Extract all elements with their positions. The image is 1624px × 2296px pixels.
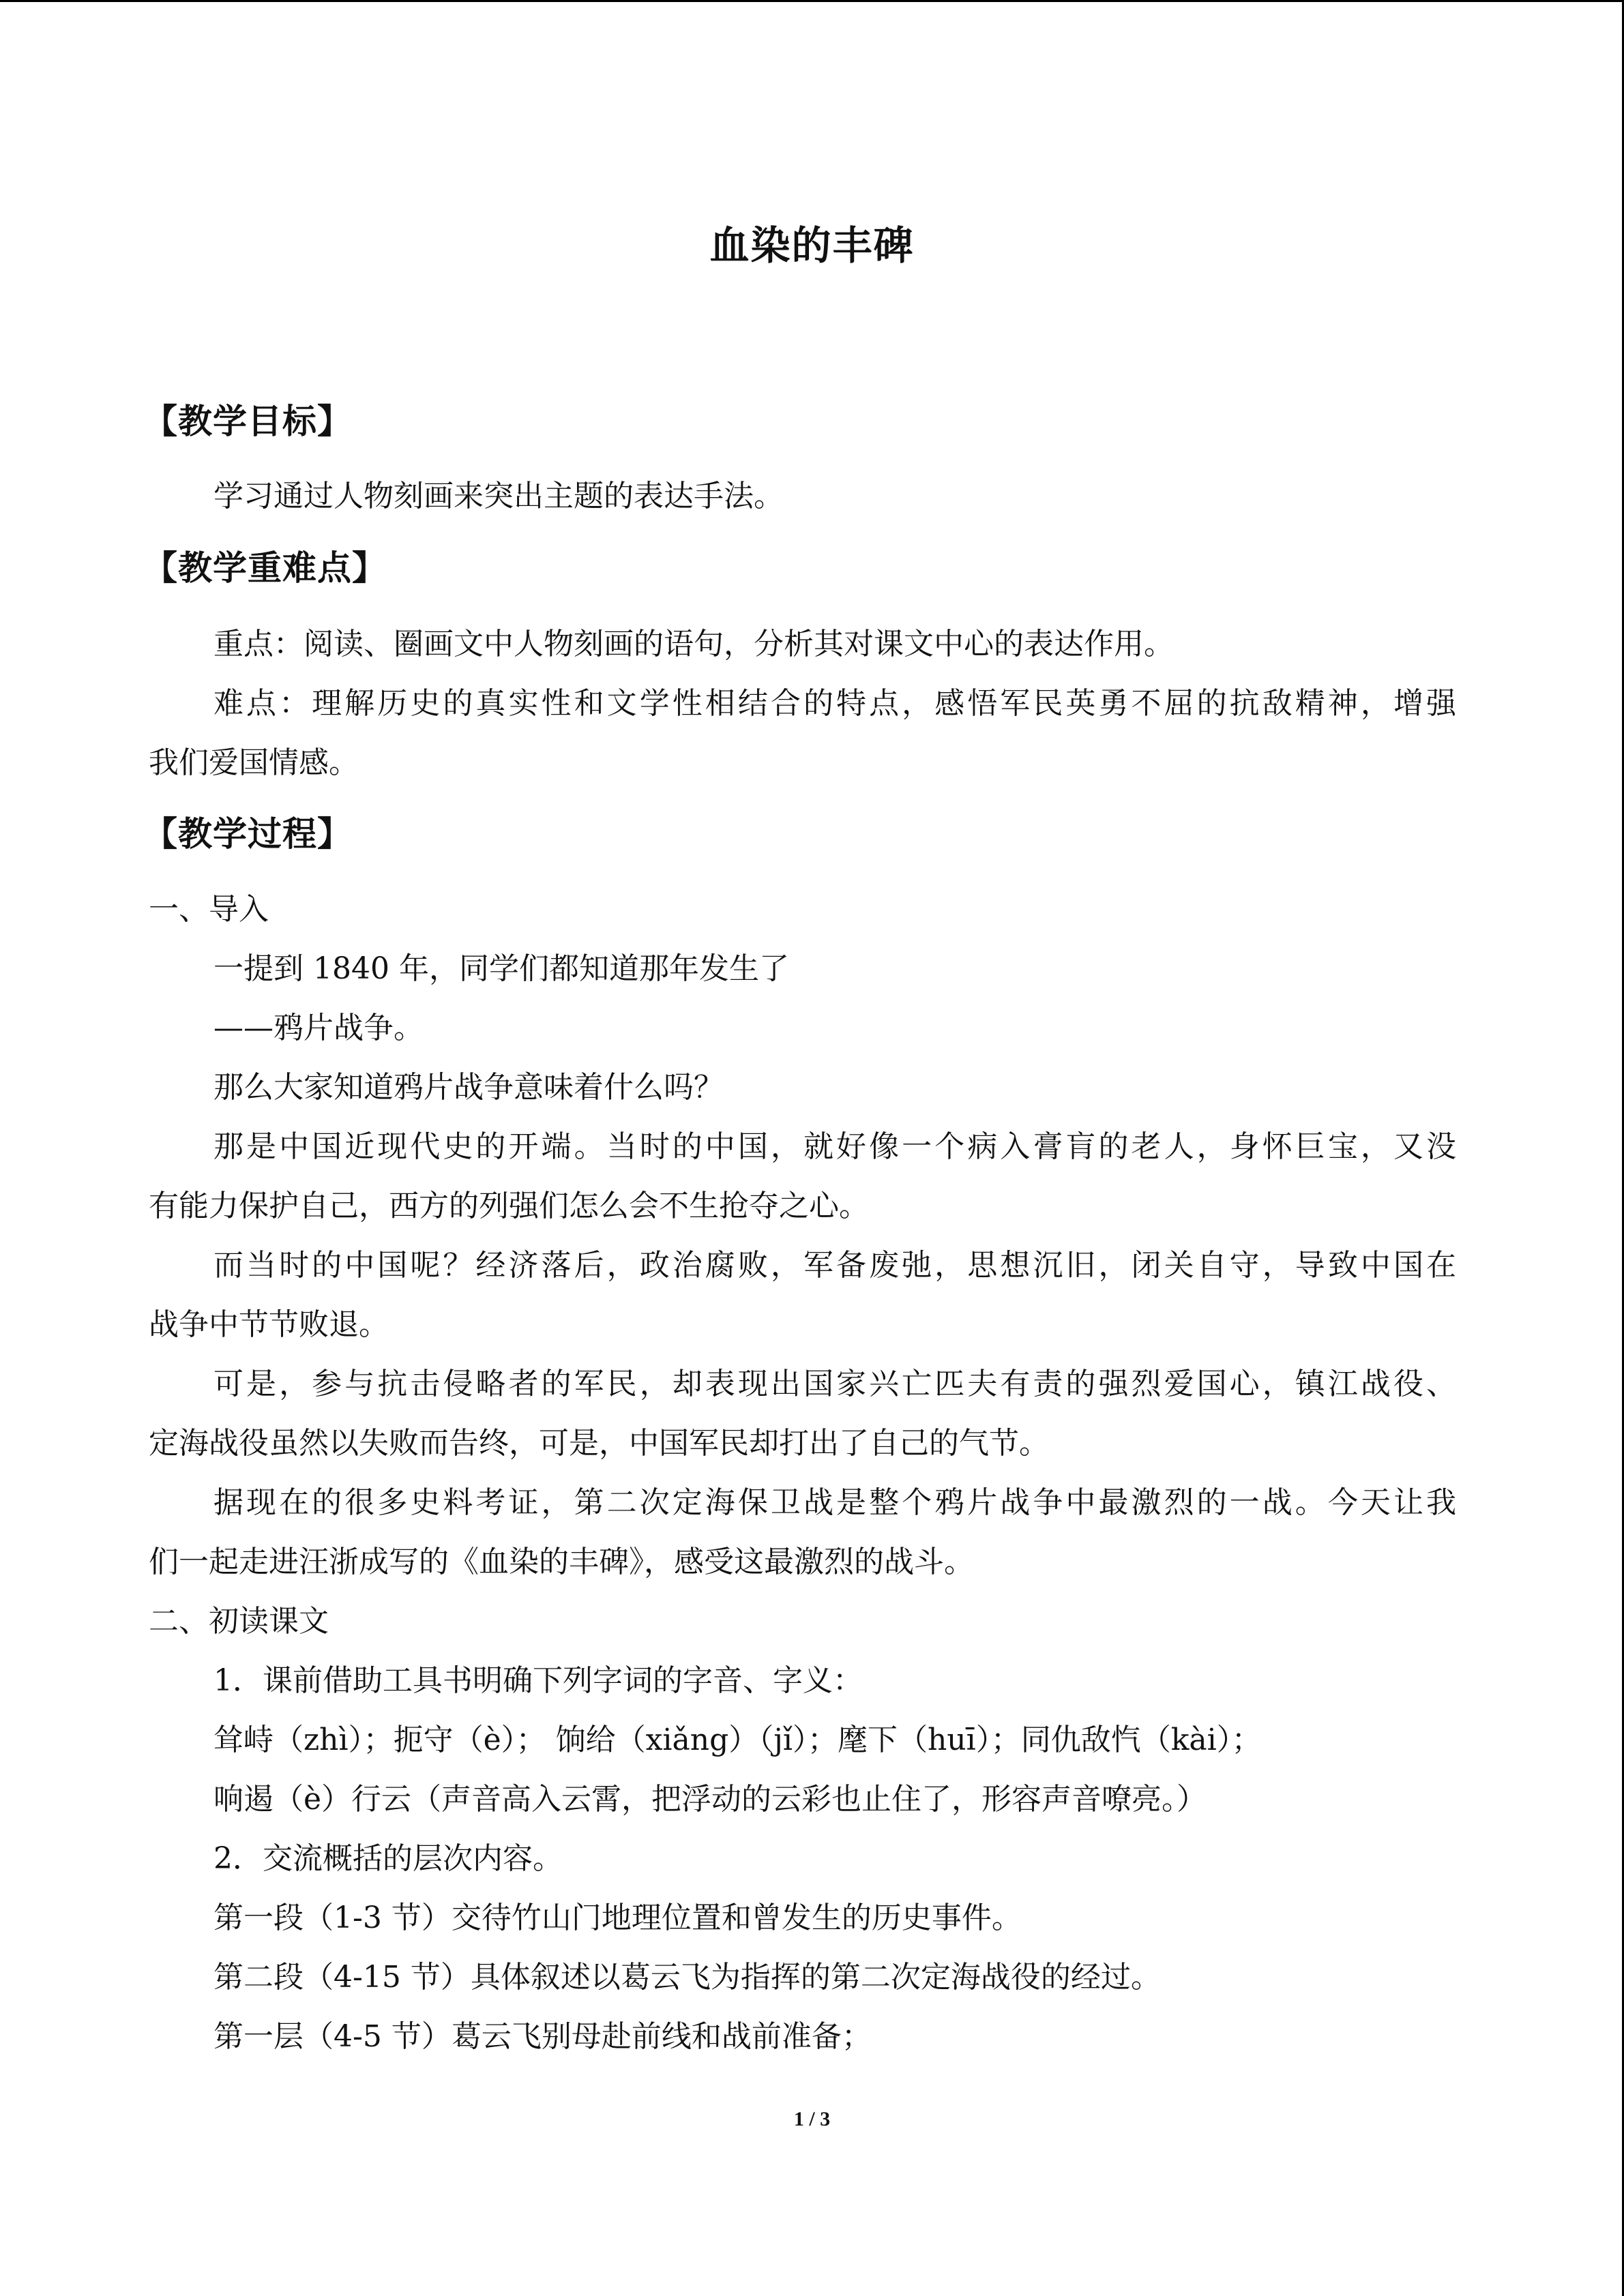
part1-paragraph-4-line1: 那是中国近现代史的开端。当时的中国，就好像一个病入膏肓的老人，身怀巨宝，又没 [213,1129,1456,1164]
segment-1: 第一段（1-3 节）交待竹山门地理位置和曾发生的历史事件。 [213,1900,1022,1935]
vocabulary-line-2: 响遏（è）行云（声音高入云霄，把浮动的云彩也止住了，形容声音嘹亮。） [213,1782,1207,1817]
vocabulary-line-1: 耸峙（zhì）；扼守（è）； 饷给（xiǎng）（jǐ）；麾下（huī）；同仇敌忾（kài）； [213,1723,1262,1757]
heading-teaching-goals: 【教学目标】 [143,402,352,441]
part1-paragraph-2: ——鸦片战争。 [213,1011,424,1045]
part2-item-2: 2．交流概括的层次内容。 [213,1841,563,1876]
part1-paragraph-4-line2: 有能力保护自己，西方的列强们怎么会不生抢夺之心。 [149,1189,869,1223]
part1-paragraph-5-line1: 而当时的中国呢？经济落后，政治腐败，军备废弛，思想沉旧，闭关自守，导致中国在 [213,1248,1456,1283]
goals-text: 学习通过人物刻画来突出主题的表达手法。 [213,479,784,513]
document-title: 血染的丰碑 [709,222,915,269]
part1-paragraph-3: 那么大家知道鸦片战争意味着什么吗？ [213,1070,724,1105]
heading-teaching-process: 【教学过程】 [143,814,352,854]
part2-item-1: 1．课前借助工具书明确下列字词的字音、字义： [213,1663,863,1698]
part1-title: 一、导入 [149,892,269,927]
part1-paragraph-6-line2: 定海战役虽然以失败而告终，可是，中国军民却打出了自己的气节。 [149,1426,1049,1461]
part1-paragraph-1: 一提到 1840 年，同学们都知道那年发生了 [213,951,789,986]
segment-2: 第二段（4-15 节）具体叙述以葛云飞为指挥的第二次定海战役的经过。 [213,1960,1161,1995]
focus-text: 重点：阅读、圈画文中人物刻画的语句，分析其对课文中心的表达作用。 [213,627,1174,661]
page-number: 1 / 3 [793,2108,831,2130]
part1-paragraph-6-line1: 可是，参与抗击侵略者的军民，却表现出国家兴亡匹夫有责的强烈爱国心，镇江战役、 [213,1367,1456,1401]
part1-paragraph-7-line2: 们一起走进汪浙成写的《血染的丰碑》，感受这最激烈的战斗。 [149,1545,974,1579]
layer-1: 第一层（4-5 节）葛云飞别母赴前线和战前准备； [213,2019,872,2054]
part1-paragraph-5-line2: 战争中节节败退。 [149,1307,389,1342]
difficulty-text-line1: 难点：理解历史的真实性和文学性相结合的特点，感悟军民英勇不屈的抗敌精神，增强 [213,686,1456,721]
heading-key-points: 【教学重难点】 [143,548,387,588]
difficulty-text-line2: 我们爱国情感。 [149,745,359,780]
part1-paragraph-7-line1: 据现在的很多史料考证，第二次定海保卫战是整个鸦片战争中最激烈的一战。今天让我 [213,1485,1456,1520]
part2-title: 二、初读课文 [149,1604,329,1639]
